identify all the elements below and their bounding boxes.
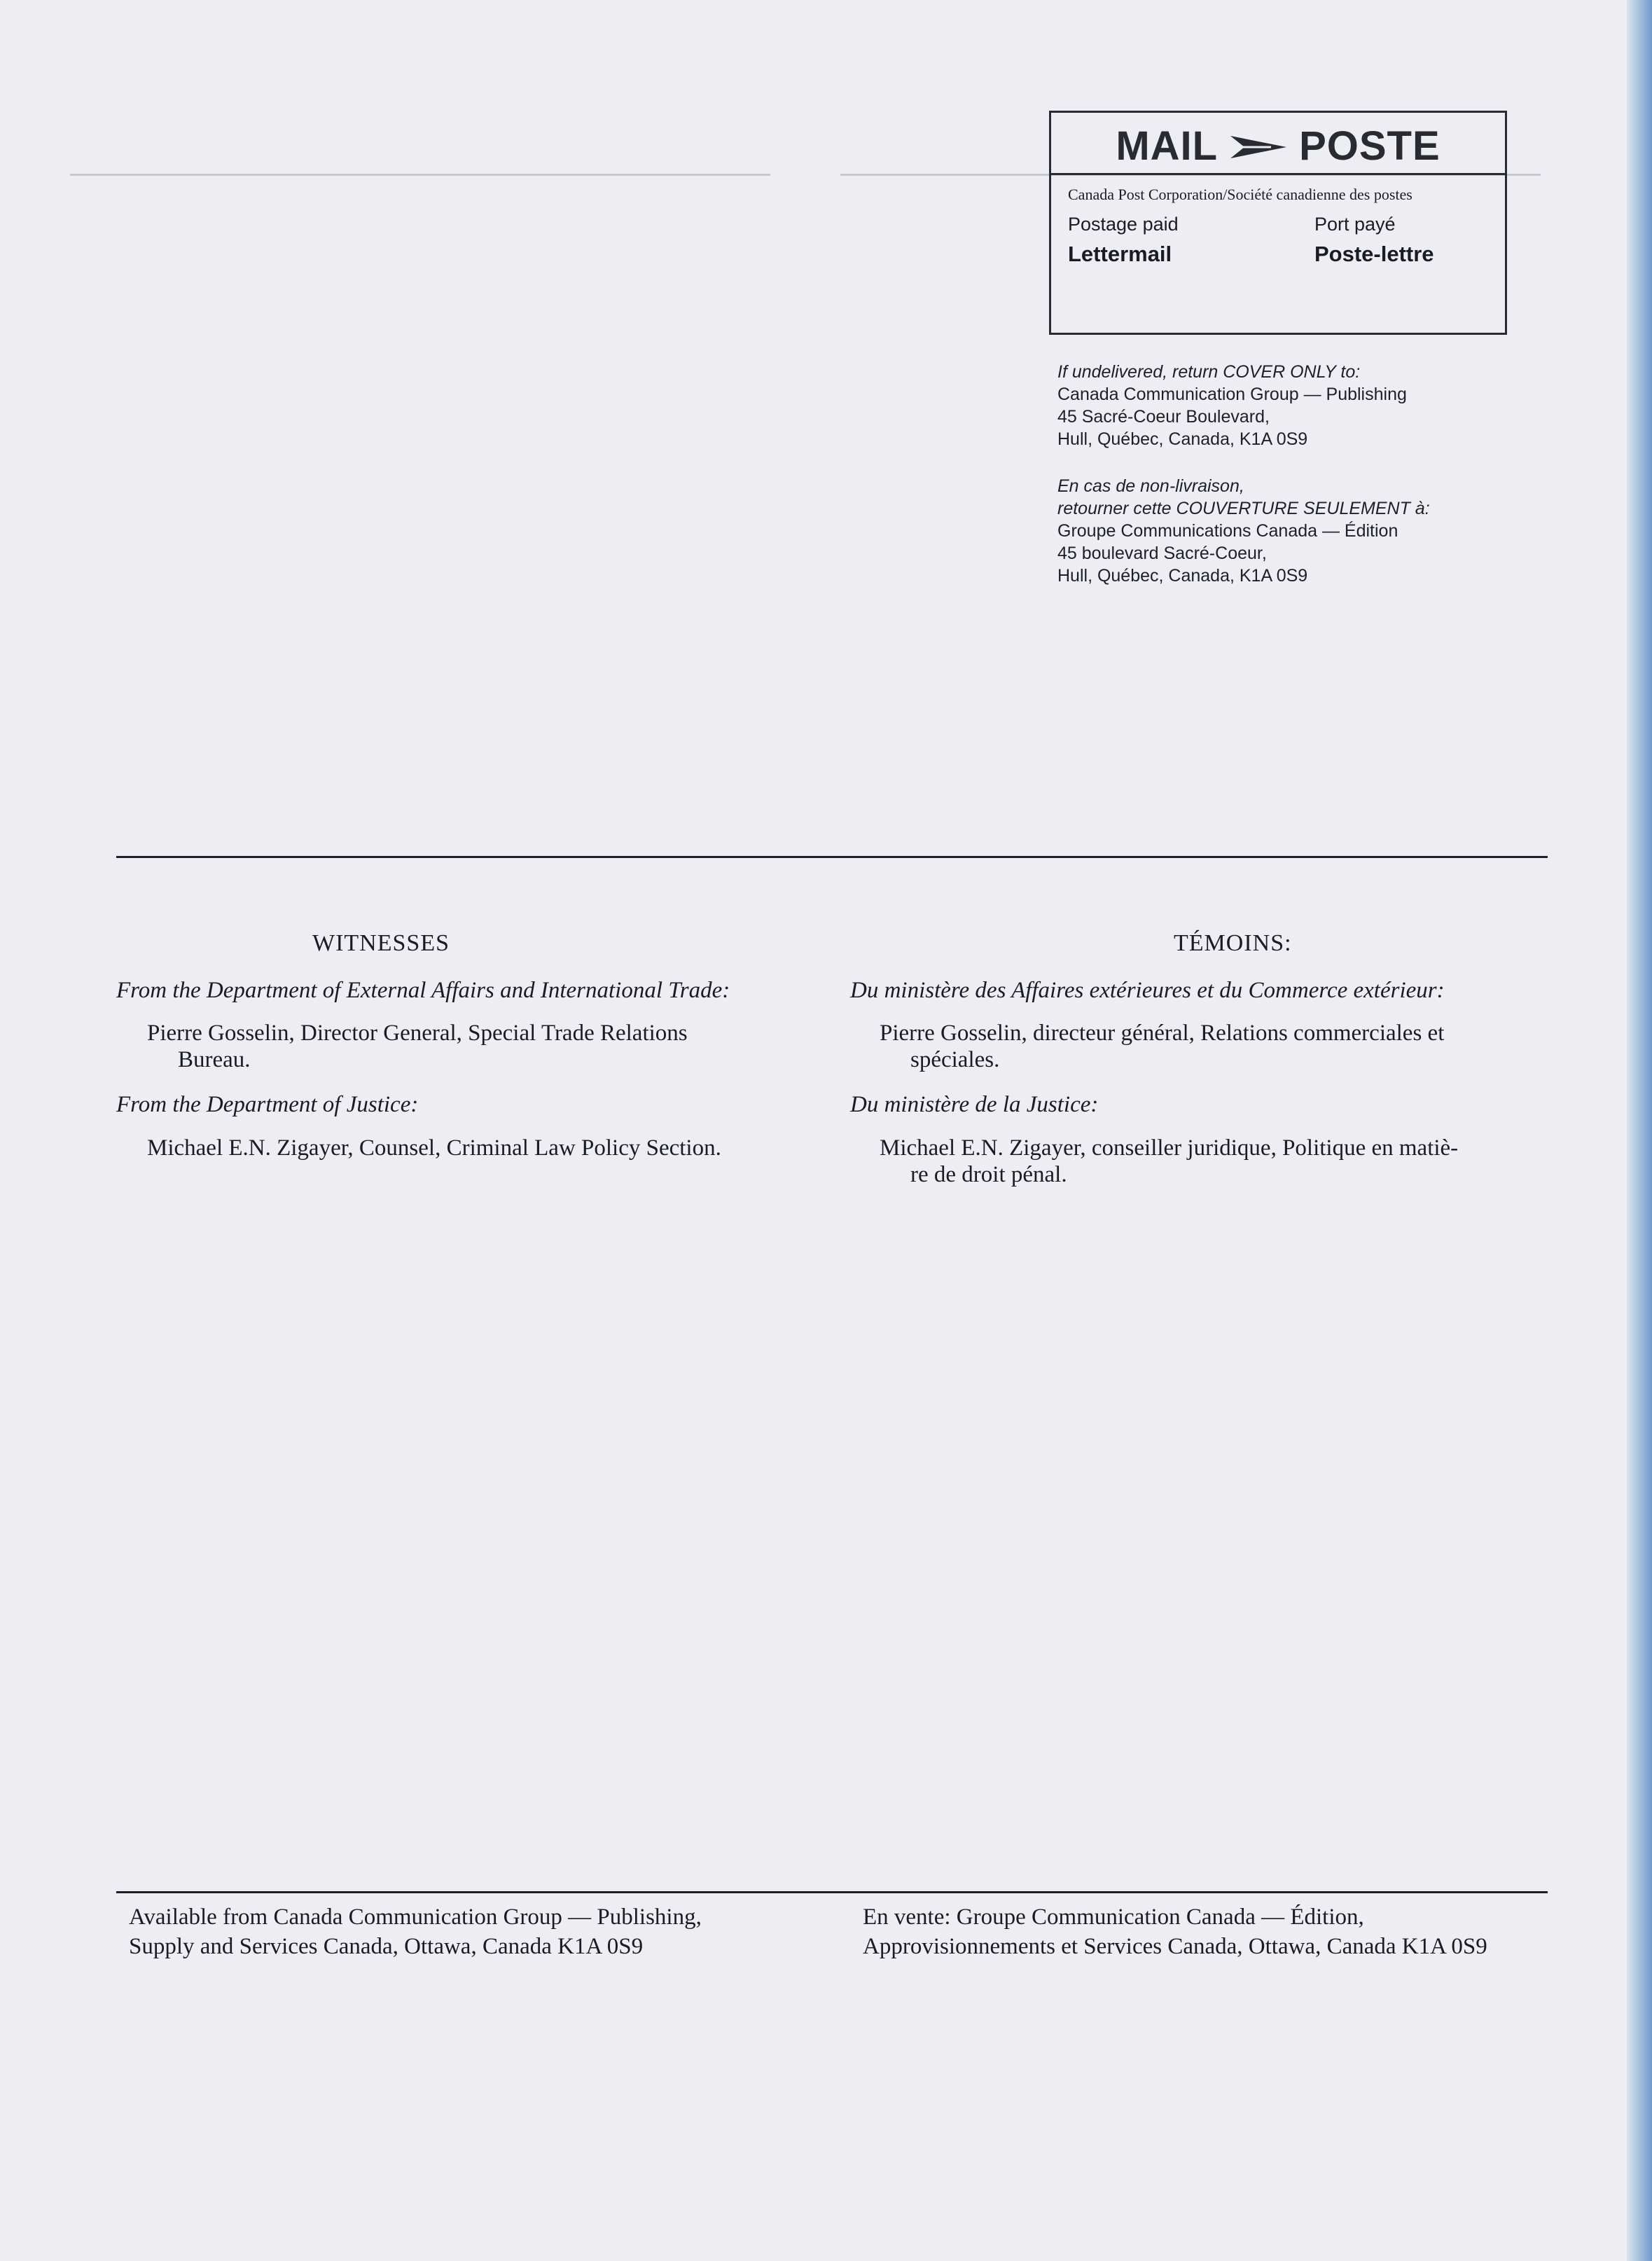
return-org-fr: Groupe Communications Canada — Édition bbox=[1057, 521, 1398, 541]
return-address-fr bbox=[1057, 475, 1430, 587]
witness-gosselin-line1: Pierre Gosselin, Director General, Special Trade Relations bbox=[147, 1021, 688, 1046]
temoin-zigayer-line1: Michael E.N. Zigayer, conseiller juridique, Politique en matiè- bbox=[880, 1135, 1459, 1161]
availability-en-line1: Available from Canada Communication Group — Publishing, bbox=[129, 1904, 702, 1930]
post-corporation-name: Canada Post Corporation/Société canadienne des postes bbox=[1068, 186, 1412, 203]
return-org-en: Canada Communication Group — Publishing bbox=[1057, 385, 1407, 404]
temoin-zigayer-line2: re de droit pénal. bbox=[910, 1162, 1067, 1187]
availability-fr-line2: Approvisionnements et Services Canada, Ottawa, Canada K1A 0S9 bbox=[863, 1934, 1487, 1959]
postage-indicia-box bbox=[1049, 111, 1507, 335]
availability-en-line2: Supply and Services Canada, Ottawa, Canada K1A 0S9 bbox=[129, 1934, 644, 1959]
witnesses-top-rule bbox=[116, 856, 1548, 858]
return-city-fr: Hull, Québec, Canada, K1A 0S9 bbox=[1057, 566, 1308, 586]
poste-label: POSTE bbox=[1299, 123, 1441, 169]
temoin-gosselin-line2: spéciales. bbox=[910, 1047, 1000, 1072]
temoins-heading: TÉMOINS: bbox=[1174, 930, 1292, 956]
mail-class-fr: Poste-lettre bbox=[1314, 242, 1434, 266]
return-instruction-en: If undelivered, return COVER ONLY to: bbox=[1057, 362, 1361, 382]
temoin-dept-justice: Du ministère de la Justice: bbox=[850, 1092, 1099, 1117]
postage-paid-en: Postage paid bbox=[1068, 214, 1179, 235]
witness-gosselin-line2: Bureau. bbox=[178, 1047, 251, 1072]
return-city-en: Hull, Québec, Canada, K1A 0S9 bbox=[1057, 429, 1308, 449]
mail-class-en: Lettermail bbox=[1068, 242, 1172, 266]
witness-dept-external-affairs: From the Department of External Affairs and International Trade: bbox=[116, 978, 730, 1003]
postage-paid-fr: Port payé bbox=[1314, 214, 1396, 235]
mail-label: MAIL bbox=[1116, 123, 1219, 169]
mail-arrow-icon bbox=[1229, 125, 1288, 172]
return-street-en: 45 Sacré-Coeur Boulevard, bbox=[1057, 407, 1270, 427]
temoin-dept-affaires-exterieures: Du ministère des Affaires extérieures et du Commerce extérieur: bbox=[850, 978, 1445, 1003]
witness-dept-justice: From the Department of Justice: bbox=[116, 1092, 419, 1117]
mail-box-divider bbox=[1051, 173, 1505, 175]
return-street-fr: 45 boulevard Sacré-Coeur, bbox=[1057, 544, 1267, 563]
witness-zigayer-line1: Michael E.N. Zigayer, Counsel, Criminal Law Policy Section. bbox=[147, 1135, 721, 1161]
witnesses-heading: WITNESSES bbox=[312, 930, 450, 956]
temoin-entry-gosselin bbox=[880, 1020, 1444, 1073]
page-edge-shadow bbox=[1627, 0, 1652, 2261]
witness-entry-zigayer bbox=[147, 1135, 721, 1161]
temoin-gosselin-line1: Pierre Gosselin, directeur général, Relations commerciales et bbox=[880, 1021, 1445, 1046]
mail-poste-title bbox=[1051, 123, 1505, 172]
return-instruction-fr-1: En cas de non-livraison, bbox=[1057, 476, 1244, 496]
witness-entry-gosselin bbox=[147, 1020, 688, 1073]
return-instruction-fr-2: retourner cette COUVERTURE SEULEMENT à: bbox=[1057, 499, 1430, 518]
temoin-entry-zigayer bbox=[880, 1135, 1458, 1188]
return-address-en bbox=[1057, 361, 1407, 450]
footer-top-rule bbox=[116, 1891, 1548, 1893]
availability-fr-line1: En vente: Groupe Communication Canada — Édition, bbox=[863, 1904, 1364, 1930]
